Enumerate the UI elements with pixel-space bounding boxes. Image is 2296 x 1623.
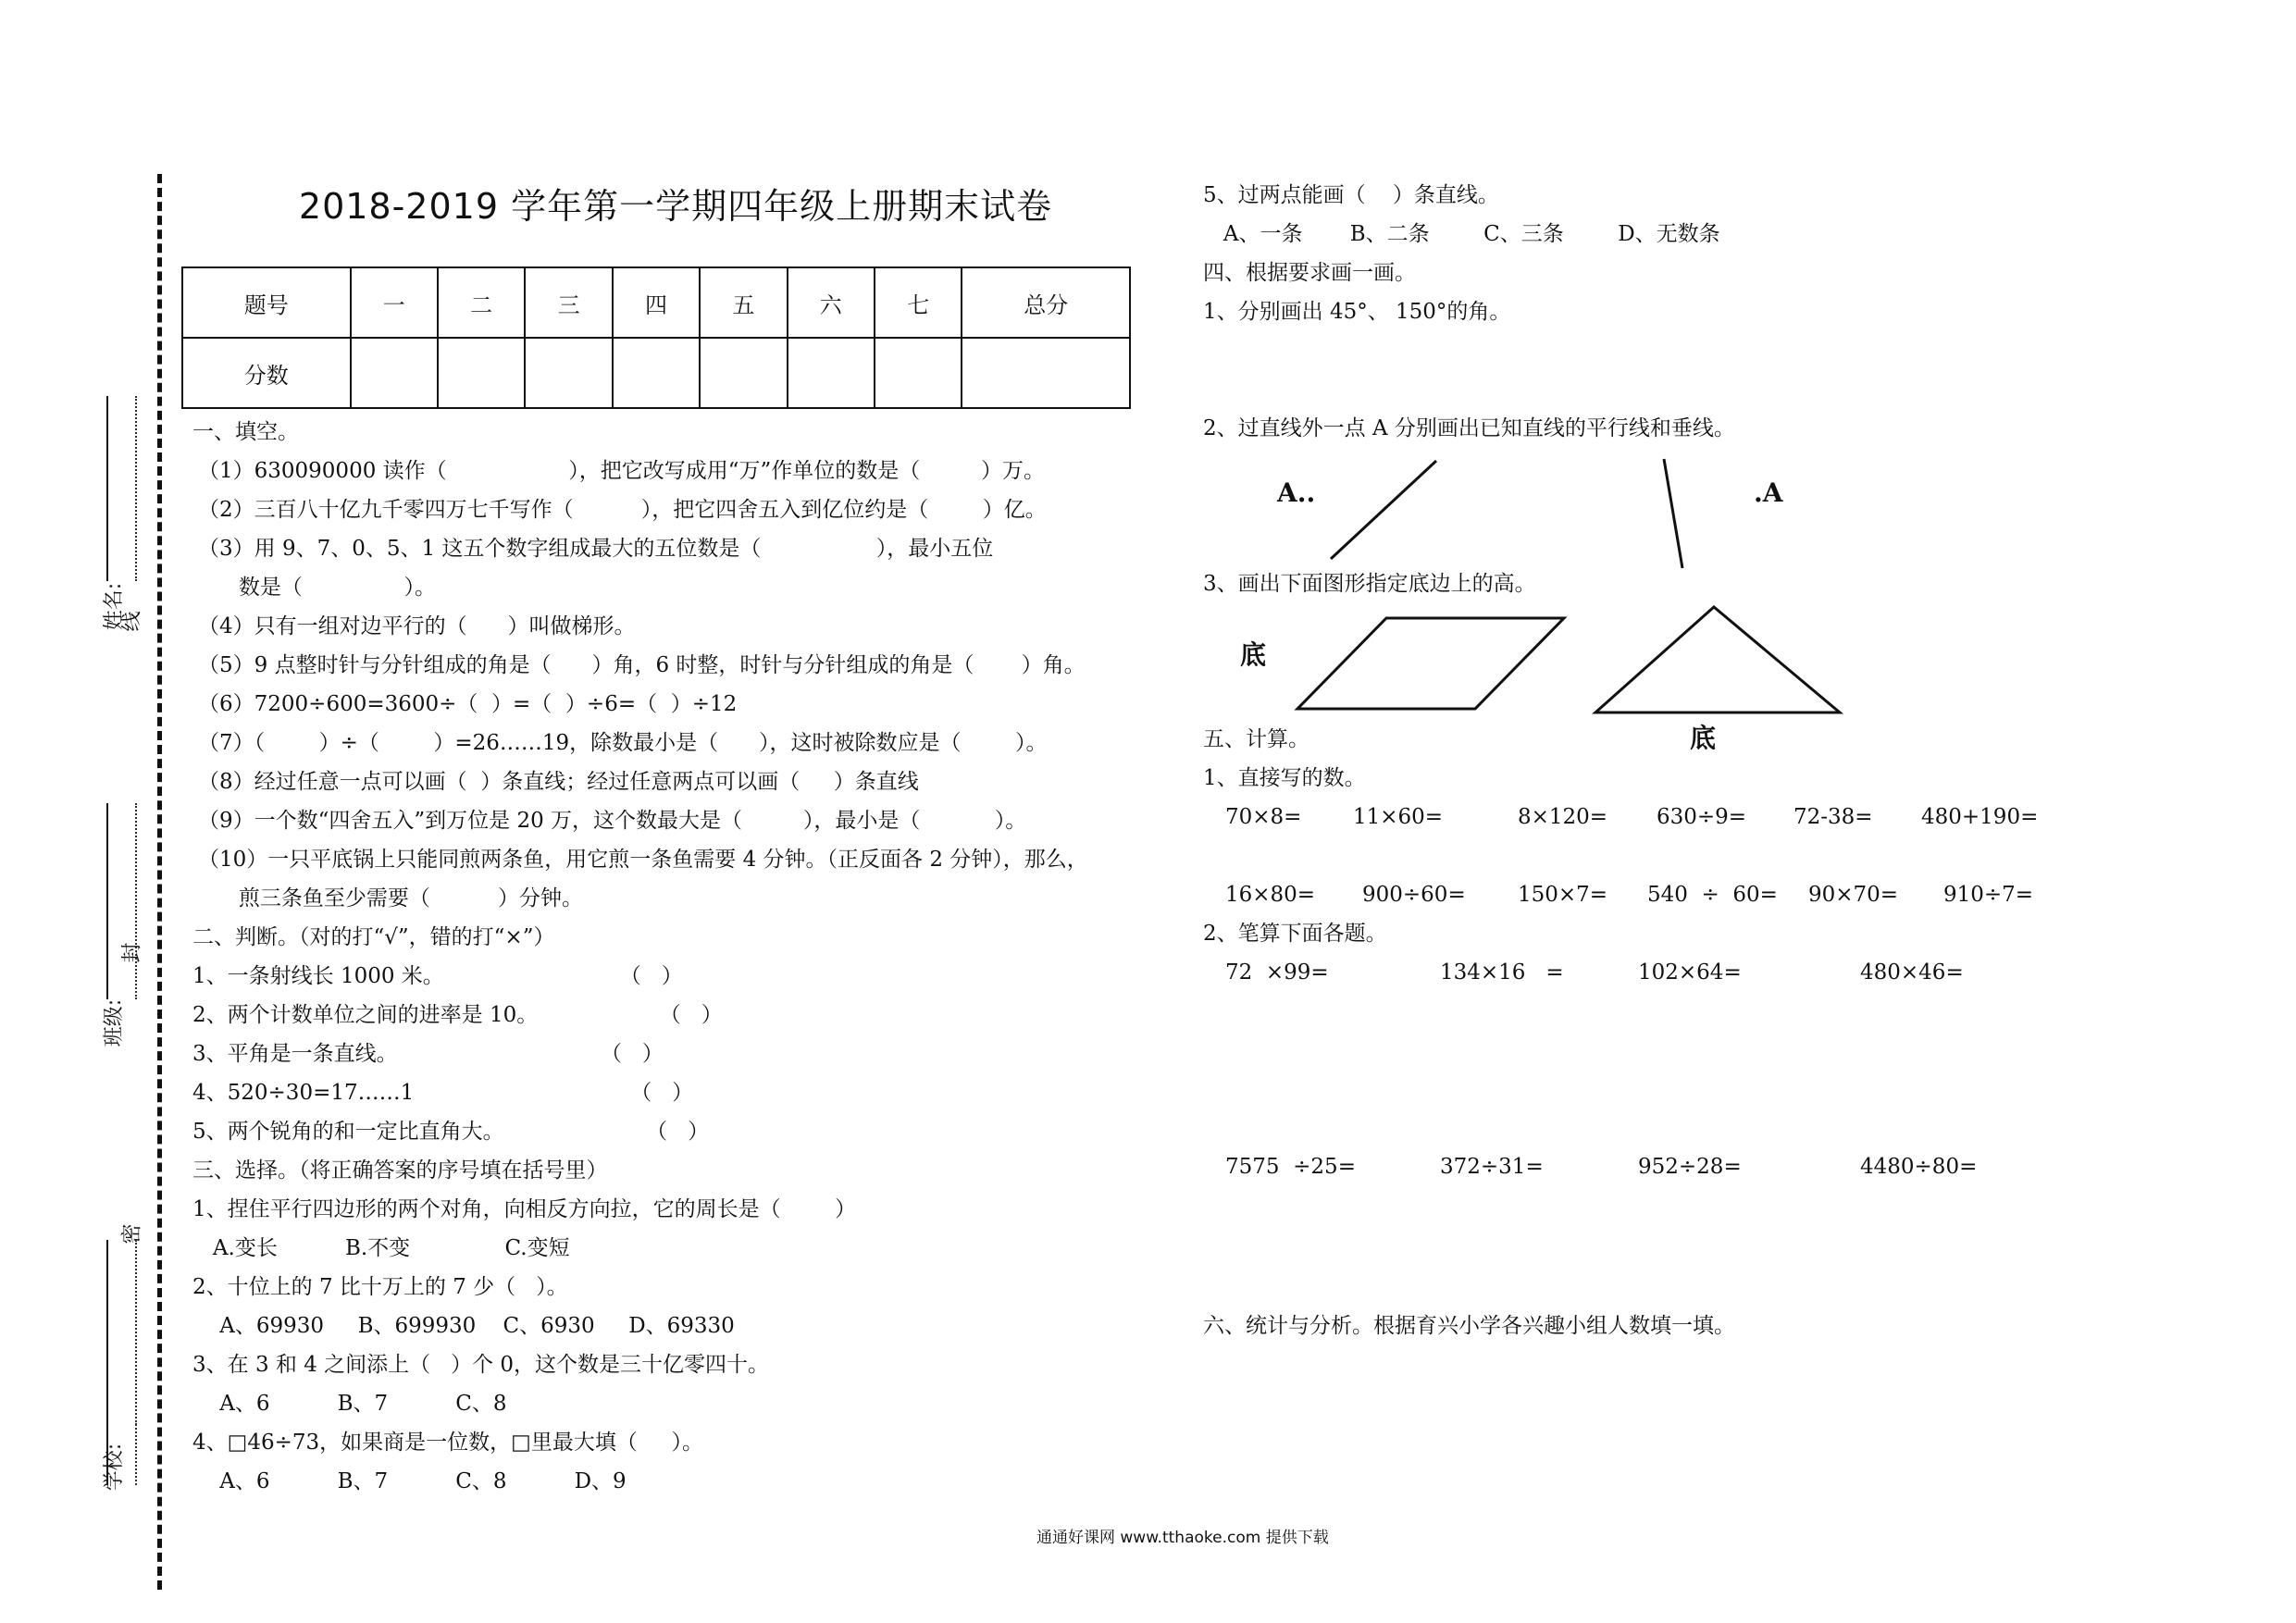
- question-line: 2、笔算下面各题。: [1203, 922, 1387, 946]
- table-cell: 分数: [182, 338, 351, 408]
- table-cell: 题号: [182, 267, 351, 338]
- calc-item: 150×7=: [1518, 883, 1608, 907]
- question-line: 数是（ ）。: [198, 576, 437, 600]
- question-line: （10）一只平底锅上只能同煎两条鱼，用它煎一条鱼需要 4 分钟。（正反面各 2 分钟），那么，: [198, 848, 1088, 872]
- question-line: 3、画出下面图形指定底边上的高。: [1203, 572, 1536, 596]
- question-line: 煎三条鱼至少需要（ ）分钟。: [198, 886, 583, 911]
- question-line: 4、520÷30=17……1 （ ）: [192, 1081, 694, 1105]
- name-label: 姓名:: [103, 582, 127, 631]
- question-line: 2、两个计数单位之间的进率是 10。 （ ）: [192, 1003, 723, 1027]
- table-cell: 三: [525, 267, 612, 338]
- question-line: （8）经过任意一点可以画（ ）条直线；经过任意两点可以画（ ）条直线: [198, 770, 919, 794]
- question-line: 1、直接写的数。: [1203, 766, 1366, 790]
- question-line: （9）一个数“四舍五入”到万位是 20 万，这个数最大是（ ），最小是（ ）。: [198, 809, 1027, 833]
- xian-label: 线: [120, 611, 144, 632]
- calc-item: 16×80=: [1225, 883, 1316, 907]
- question-line: （4）只有一组对边平行的（ ）叫做梯形。: [198, 614, 636, 638]
- class-label: 班级:: [103, 998, 127, 1047]
- page-title: 2018-2019 学年第一学期四年级上册期末试卷: [298, 186, 1053, 227]
- point-a-label: A..: [1277, 477, 1316, 508]
- question-line: A、69930 B、699930 C、6930 D、69330: [192, 1314, 735, 1338]
- given-line-2: [1664, 459, 1682, 568]
- question-line: （2）三百八十亿九千零四万七千写作（ ），把它四舍五入到亿位约是（ ）亿。: [198, 498, 1047, 522]
- calc-item: 910÷7=: [1943, 883, 2034, 907]
- section-heading: 五、计算。: [1203, 727, 1309, 751]
- calc-item: 7575 ÷25=: [1225, 1155, 1356, 1179]
- question-options: A、一条 B、二条 C、三条 D、无数条: [1203, 222, 1720, 246]
- question-line: （5）9 点整时针与分针组成的角是（ ）角，6 时整，时针与分针组成的角是（ ）角。: [198, 653, 1086, 677]
- calc-item: 134×16 =: [1440, 960, 1564, 985]
- calc-item: 102×64=: [1638, 960, 1742, 985]
- section-heading: 三、选择。（将正确答案的序号填在括号里）: [192, 1158, 608, 1183]
- section-heading: 四、根据要求画一画。: [1203, 261, 1416, 285]
- triangle-shape: [1595, 607, 1840, 712]
- question-line: A、6 B、7 C、8: [192, 1392, 507, 1416]
- question-line: 2、十位上的 7 比十万上的 7 少（ ）。: [192, 1275, 568, 1299]
- calc-item: 372÷31=: [1440, 1155, 1544, 1179]
- section-heading: 一、填空。: [192, 420, 299, 444]
- table-cell: 七: [875, 267, 962, 338]
- table-cell: 总分: [962, 267, 1130, 338]
- question-line: A.变长 B.不变 C.变短: [192, 1236, 570, 1260]
- question-line: 3、平角是一条直线。 （ ）: [192, 1042, 664, 1066]
- question-line: 1、捏住平行四边形的两个对角，向相反方向拉，它的周长是（ ）: [192, 1197, 857, 1221]
- school-label: 学校:: [103, 1443, 127, 1492]
- calc-item: 630÷9=: [1657, 805, 1747, 829]
- calc-item: 72 ×99=: [1225, 960, 1329, 985]
- table-cell: 一: [351, 267, 438, 338]
- calc-item: 8×120=: [1518, 805, 1608, 829]
- question-line: A、6 B、7 C、8 D、9: [192, 1469, 627, 1493]
- calc-item: 72-38=: [1793, 805, 1873, 829]
- table-cell: 二: [438, 267, 525, 338]
- question-line: （6）7200÷600=3600÷（ ）=（ ）÷6=（ ）÷12: [198, 692, 738, 716]
- base-label: 底: [1690, 723, 1717, 753]
- question-line: （3）用 9、7、0、5、1 这五个数字组成最大的五位数是（ ），最小五位: [198, 537, 994, 561]
- question-line: 3、在 3 和 4 之间添上（ ）个 0，这个数是三十亿零四十。: [192, 1353, 770, 1377]
- point-a-label: .A: [1754, 477, 1783, 508]
- question-line: （7）（ ）÷（ ）=26……19，除数最小是（ ），这时被除数应是（ ）。: [198, 731, 1048, 755]
- calc-item: 952÷28=: [1638, 1155, 1742, 1179]
- parallelogram-shape: [1297, 618, 1564, 709]
- feng-label: 封: [120, 942, 144, 963]
- question-line: （1）630090000 读作（ ），把它改写成用“万”作单位的数是（ ）万。: [198, 459, 1046, 483]
- question-line: 1、分别画出 45°、 150°的角。: [1203, 300, 1511, 324]
- footer-credit: 通通好课网 www.tthaoke.com 提供下载: [1036, 1529, 1329, 1547]
- table-cell: 四: [613, 267, 700, 338]
- question-line: 4、□46÷73，如果商是一位数，□里最大填（ ）。: [192, 1431, 703, 1455]
- question-line: 5、两个锐角的和一定比直角大。 （ ）: [192, 1120, 710, 1144]
- calc-item: 70×8=: [1225, 805, 1302, 829]
- calc-item: 480×46=: [1860, 960, 1964, 985]
- calc-item: 900÷60=: [1362, 883, 1466, 907]
- calc-item: 540 ÷ 60=: [1647, 883, 1778, 907]
- calc-item: 90×70=: [1808, 883, 1899, 907]
- base-label: 底: [1240, 639, 1267, 670]
- calc-item: 480+190=: [1921, 805, 2039, 829]
- question-line: 1、一条射线长 1000 米。 （ ）: [192, 964, 683, 988]
- given-line-1: [1331, 461, 1436, 559]
- question-line: 5、过两点能画（ ）条直线。: [1203, 183, 1499, 207]
- section-heading: 二、判断。（对的打“√”，错的打“×”）: [192, 925, 555, 949]
- calc-item: 11×60=: [1353, 805, 1444, 829]
- table-cell: 五: [700, 267, 787, 338]
- mi-label: 密: [120, 1223, 144, 1245]
- question-line: 2、过直线外一点 A 分别画出已知直线的平行线和垂线。: [1203, 416, 1735, 440]
- calc-item: 4480÷80=: [1860, 1155, 1978, 1179]
- section-heading: 六、统计与分析。根据育兴小学各兴趣小组人数填一填。: [1203, 1314, 1735, 1338]
- table-cell: 六: [788, 267, 875, 338]
